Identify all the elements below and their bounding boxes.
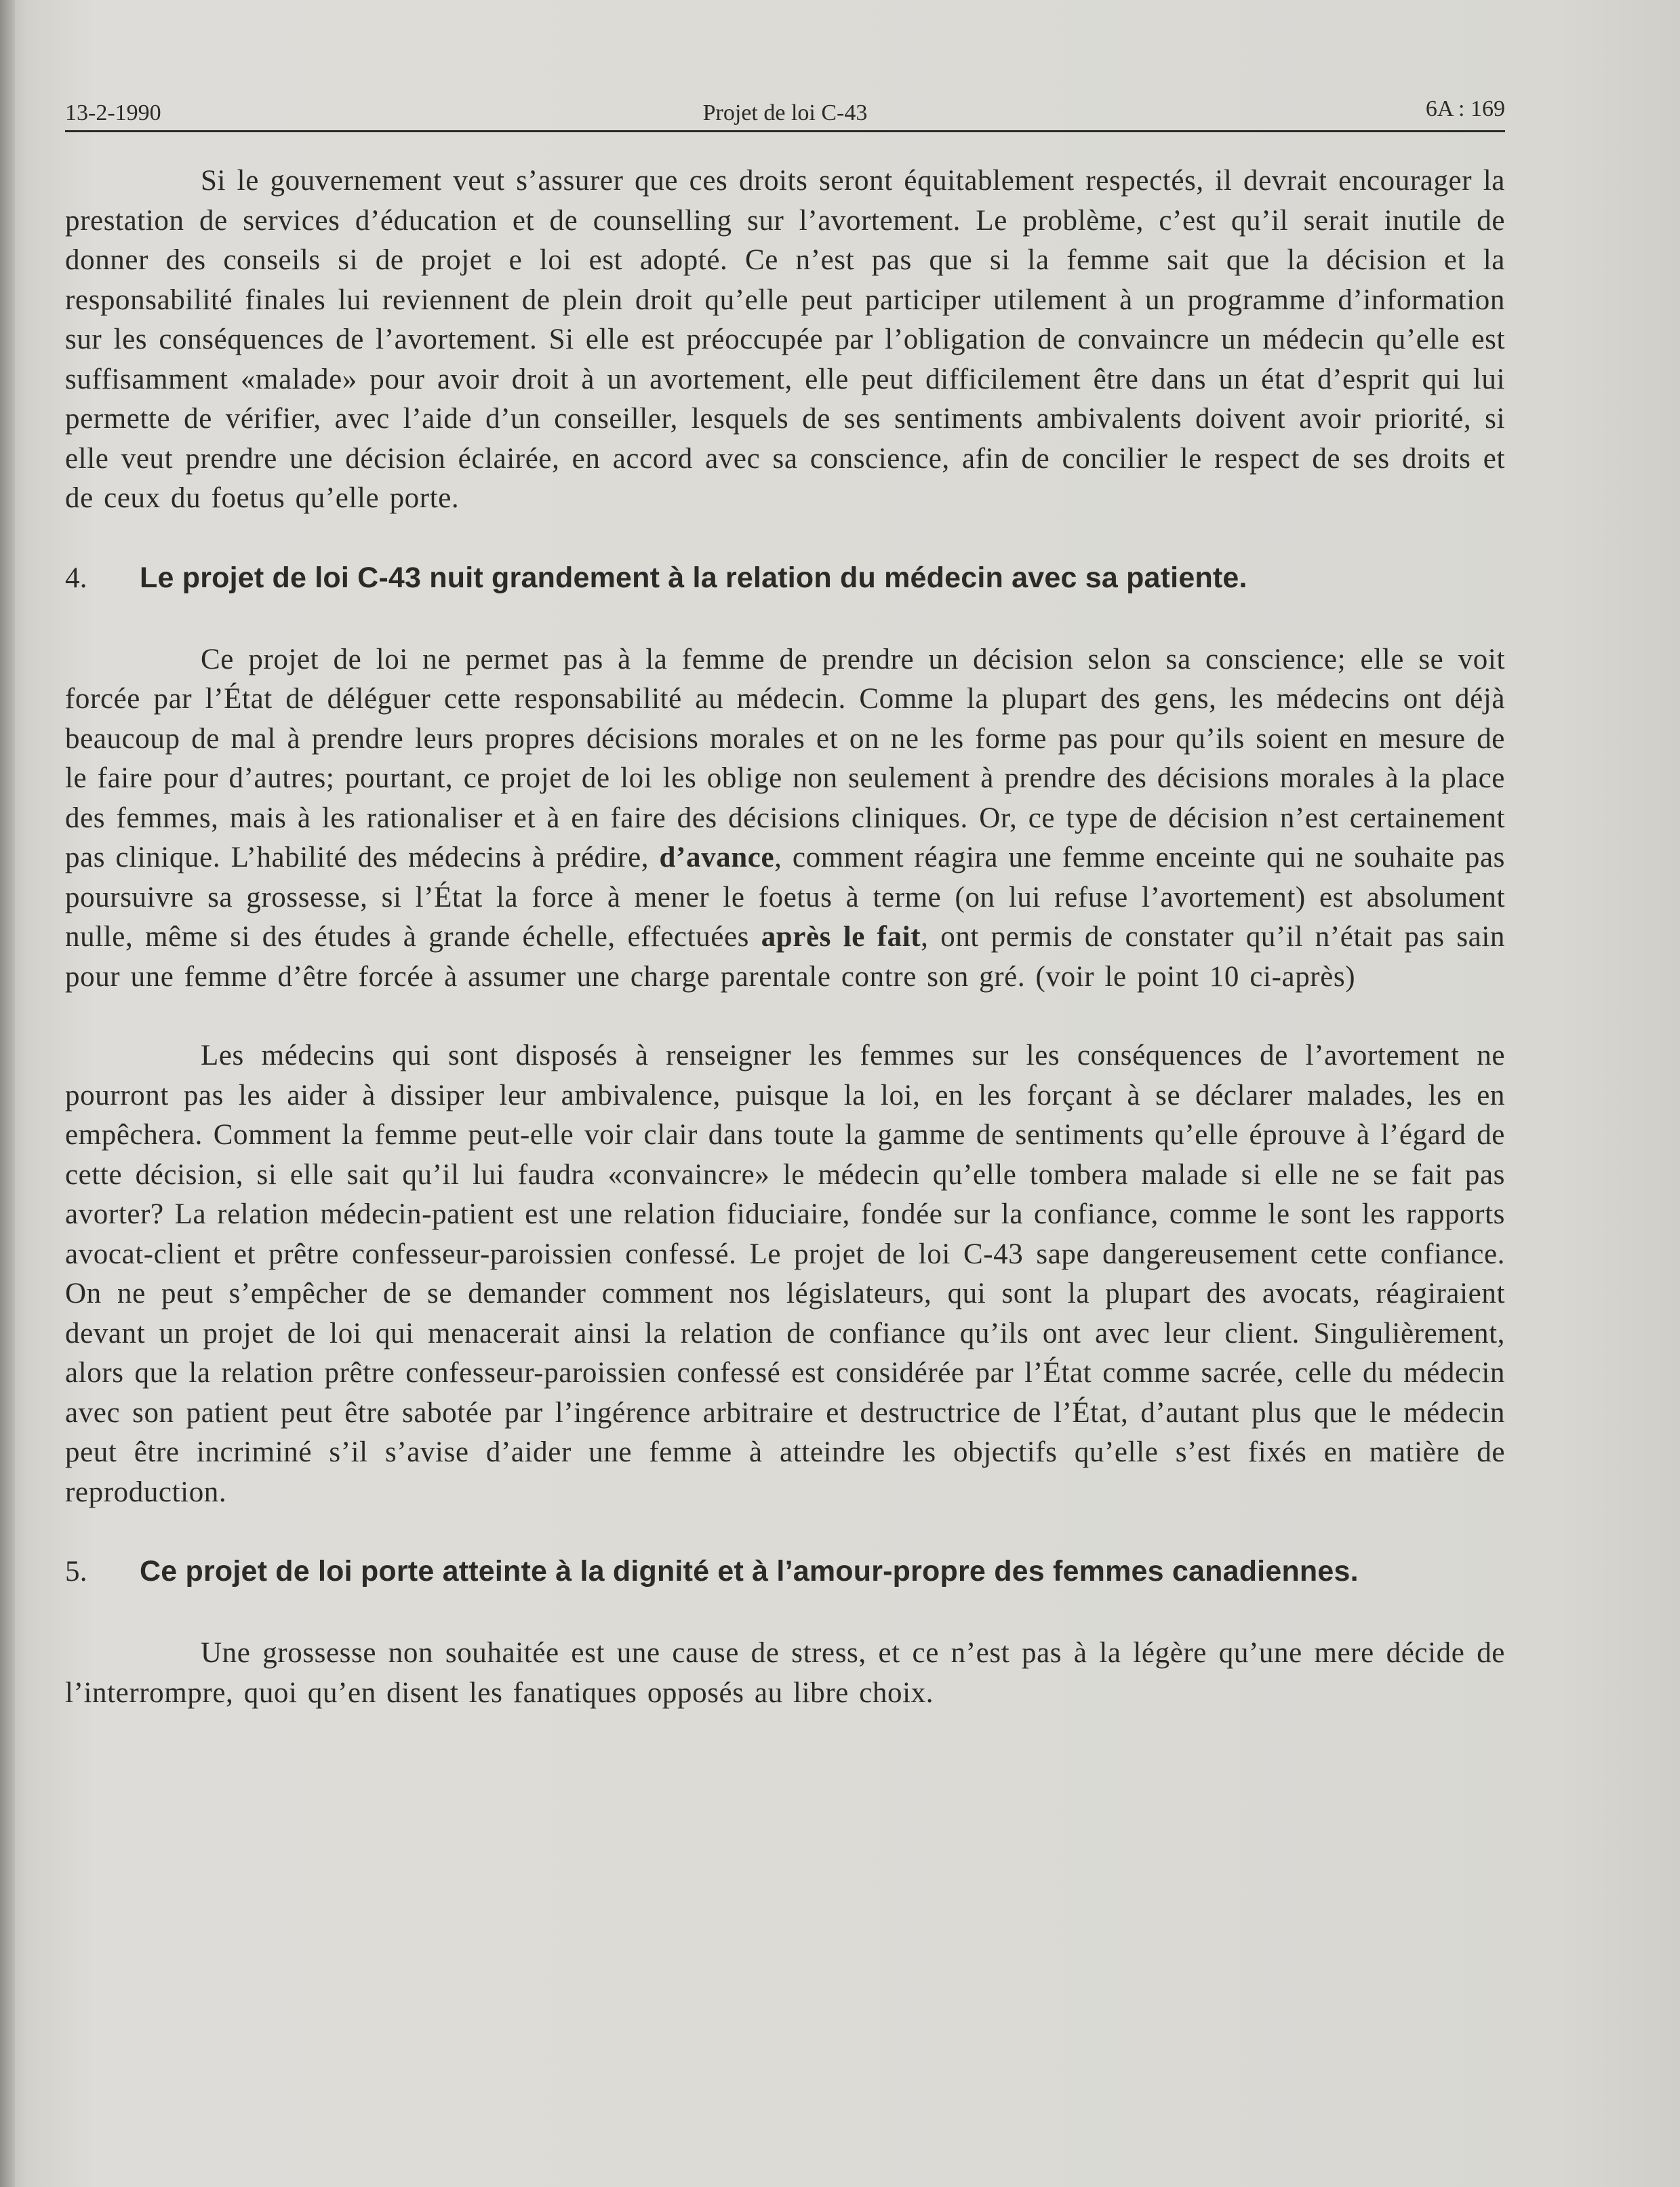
running-header	[65, 90, 1505, 132]
header-page-ref: 6A : 169	[1425, 96, 1505, 121]
paragraph-decision-part-1: Ce projet de loi ne permet pas à la femme de prendre un décision selon sa conscience; elle se voit forcée par l’État de déléguer cette responsabilité au médecin. Comme la plupart des gens, les médecins ont déjà beaucoup de mal à prendre leurs propres décisions morales et on ne les forme pas pour qu’ils soient en mesure de le faire pour d’autres; pourtant, ce projet de loi les oblige non seulement à prendre des décisions morales à la place des femmes, mais à les rationaliser et à en faire des décisions cliniques. Or, ce type de décision n’est certainement pas clinique. L’habilité des médecins à prédire,	[65, 643, 1505, 873]
header-title: Projet de loi C-43	[702, 100, 868, 125]
paragraph-decision	[65, 640, 1505, 998]
document-body	[65, 161, 1505, 1752]
paragraph-decision-part-3: , ont permis de constater qu’il n’était pas sain pour une femme d’être forcée à assumer une charge parentale contre son gré. (voir le point 10 ci-après)	[65, 921, 1505, 993]
section-5-title: Ce projet de loi porte atteinte à la dignité et à l’amour-propre des femmes canadiennes.	[140, 1555, 1359, 1588]
emphasis-davance: d’avance	[659, 842, 775, 873]
emphasis-apres-le-fait: après le fait	[761, 921, 921, 953]
section-4-number: 4.	[65, 561, 87, 594]
header-date: 13-2-1990	[65, 100, 161, 125]
paragraph-dignity: Une grossesse non souhaitée est une cause de stress, et ce n’est pas à la légère qu’une mere décide de l’interrompre, quoi qu’en disent les fanatiques opposés au libre choix.	[65, 1637, 1505, 1709]
section-4-title: Le projet de loi C-43 nuit grandement à la relation du médecin avec sa patiente.	[140, 561, 1247, 594]
section-4-heading	[65, 558, 1505, 598]
page-edge-shadow	[0, 0, 15, 2187]
section-5-heading	[65, 1552, 1505, 1592]
paragraph-counselling: Si le gouvernement veut s’assurer que ces droits seront équitablement respectés, il devrait encourager la prestation de services d’éducation et de counselling sur l’avortement. Le problème, c’est qu’il serait inutile de donner des conseils si de projet e loi est adopté. Ce n’est pas que si la femme sait que la décision et la responsabilité finales lui reviennent de plein droit qu’elle peut participer utilement à un programme d’information sur les conséquences de l’avortement. Si elle est préoccupée par l’obligation de convaincre un médecin qu’elle est suffisamment «malade» pour avoir droit à un avortement, elle peut difficilement être dans un état d’esprit qui lui permette de vérifier, avec l’aide d’un conseiller, lesquels de ses sentiments ambivalents doivent avoir priorité, si elle veut prendre une décision éclairée, en accord avec sa conscience, afin de concilier le respect de ses droits et de ceux du foetus qu’elle porte.	[65, 165, 1505, 514]
paragraph-confidence: Les médecins qui sont disposés à renseigner les femmes sur les conséquences de l’avortement ne pourront pas les aider à dissiper leur ambivalence, puisque la loi, en les forçant à se déclarer malades, les en empêchera. Comment la femme peut-elle voir clair dans toute la gamme de sentiments qu’elle éprouve à l’égard de cette décision, si elle sait qu’il lui faudra «convaincre» le médecin qu’elle tombera malade si elle ne se fait pas avorter? La relation médecin-patient est une relation fiduciaire, fondée sur la confiance, comme le sont les rapports avocat-client et prêtre confesseur-paroissien confessé. Le projet de loi C-43 sape dangereusement cette confiance. On ne peut s’empêcher de se demander comment nos législateurs, qui sont la plupart des avocats, réagiraient devant un projet de loi qui menacerait ainsi la relation de confiance qu’ils ont avec leur client. Singulièrement, alors que la relation prêtre confesseur-paroissien confessé est considérée par l’État comme sacrée, celle du médecin avec son patient peut être sabotée par l’ingérence arbitraire et destructrice de l’État, d’autant plus que le médecin peut être incriminé s’il s’avise d’aider une femme à atteindre les objectifs qu’elle s’est fixés en matière de reproduction.	[65, 1040, 1505, 1508]
paragraph-decision-part-2: , comment réagira une femme enceinte qui ne souhaite pas poursuivre sa grossesse, si l’État la force à mener le foetus à terme (on lui refuse l’avortement) est absolument nulle, même si des études à grande échelle, effectuées	[65, 842, 1506, 953]
section-5-number: 5.	[65, 1556, 87, 1588]
